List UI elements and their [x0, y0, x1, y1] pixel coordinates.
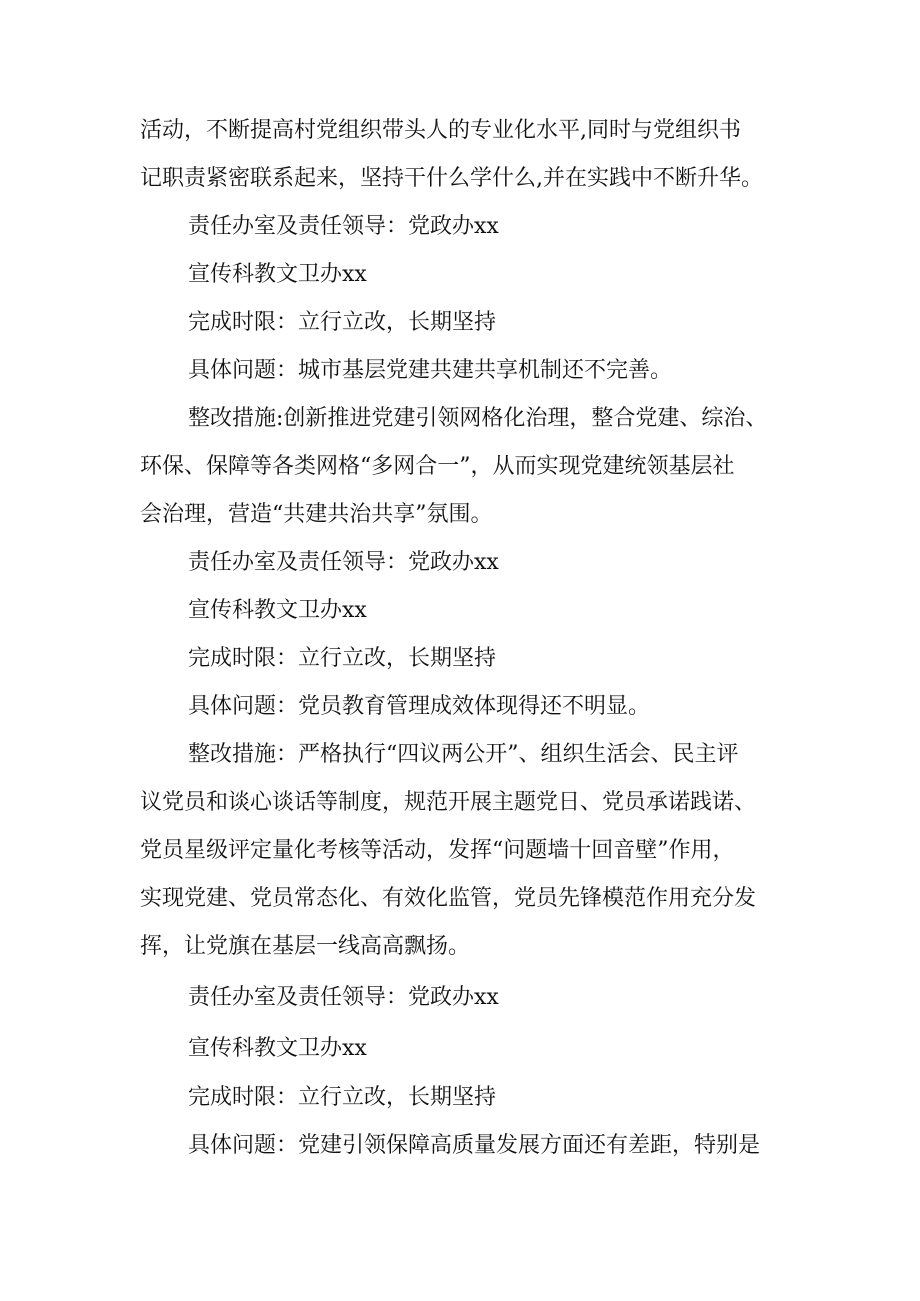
responsible-office-line: 责任办室及责任领导：党政办xx: [188, 214, 499, 239]
responsible-office-line: 宣传科教文卫办xx: [188, 1036, 367, 1061]
paragraph-line: 挥，让党旗在基层一线高高飘扬。: [140, 934, 471, 959]
paragraph-line: 活动，不断提高村党组织带头人的专业化水平,同时与党组织书: [140, 118, 741, 143]
responsible-office-line: 责任办室及责任领导：党政办xx: [188, 985, 499, 1010]
specific-issue-line: 具体问题：城市基层党建共建共享机制还不完善。: [188, 358, 673, 383]
rectification-measures-line: 整改措施：严格执行“四议两公开”、组织生活会、民主评: [188, 742, 739, 767]
paragraph-line: 实现党建、党员常态化、有效化监管，党员先锋模范作用充分发: [140, 886, 757, 911]
responsible-office-line: 宣传科教文卫办xx: [188, 598, 367, 623]
paragraph-line: 会治理，营造“共建共治共享”氛围。: [140, 502, 493, 527]
specific-issue-line: 具体问题：党建引领保障高质量发展方面还有差距，特别是: [188, 1133, 761, 1158]
paragraph-line: 环保、保障等各类网格“多网合一”，从而实现党建统领基层社: [140, 454, 735, 479]
responsible-office-line: 责任办室及责任领导：党政办xx: [188, 550, 499, 575]
deadline-line: 完成时限：立行立改，长期坚持: [188, 646, 497, 671]
paragraph-line: 议党员和谈心谈话等制度，规范开展主题党日、党员承诺践诺、: [140, 790, 757, 815]
paragraph-line: 记职责紧密联系起来，坚持干什么学什么,并在实践中不断升华。: [140, 166, 763, 191]
deadline-line: 完成时限：立行立改，长期坚持: [188, 310, 497, 335]
specific-issue-line: 具体问题：党员教育管理成效体现得还不明显。: [188, 694, 651, 719]
responsible-office-line: 宣传科教文卫办xx: [188, 262, 367, 287]
rectification-measures-line: 整改措施:创新推进党建引领网格化治理，整合党建、综治、: [188, 406, 768, 431]
deadline-line: 完成时限：立行立改，长期坚持: [188, 1085, 497, 1110]
paragraph-line: 党员星级评定量化考核等活动，发挥“问题墙十回音壁”作用，: [140, 838, 735, 863]
